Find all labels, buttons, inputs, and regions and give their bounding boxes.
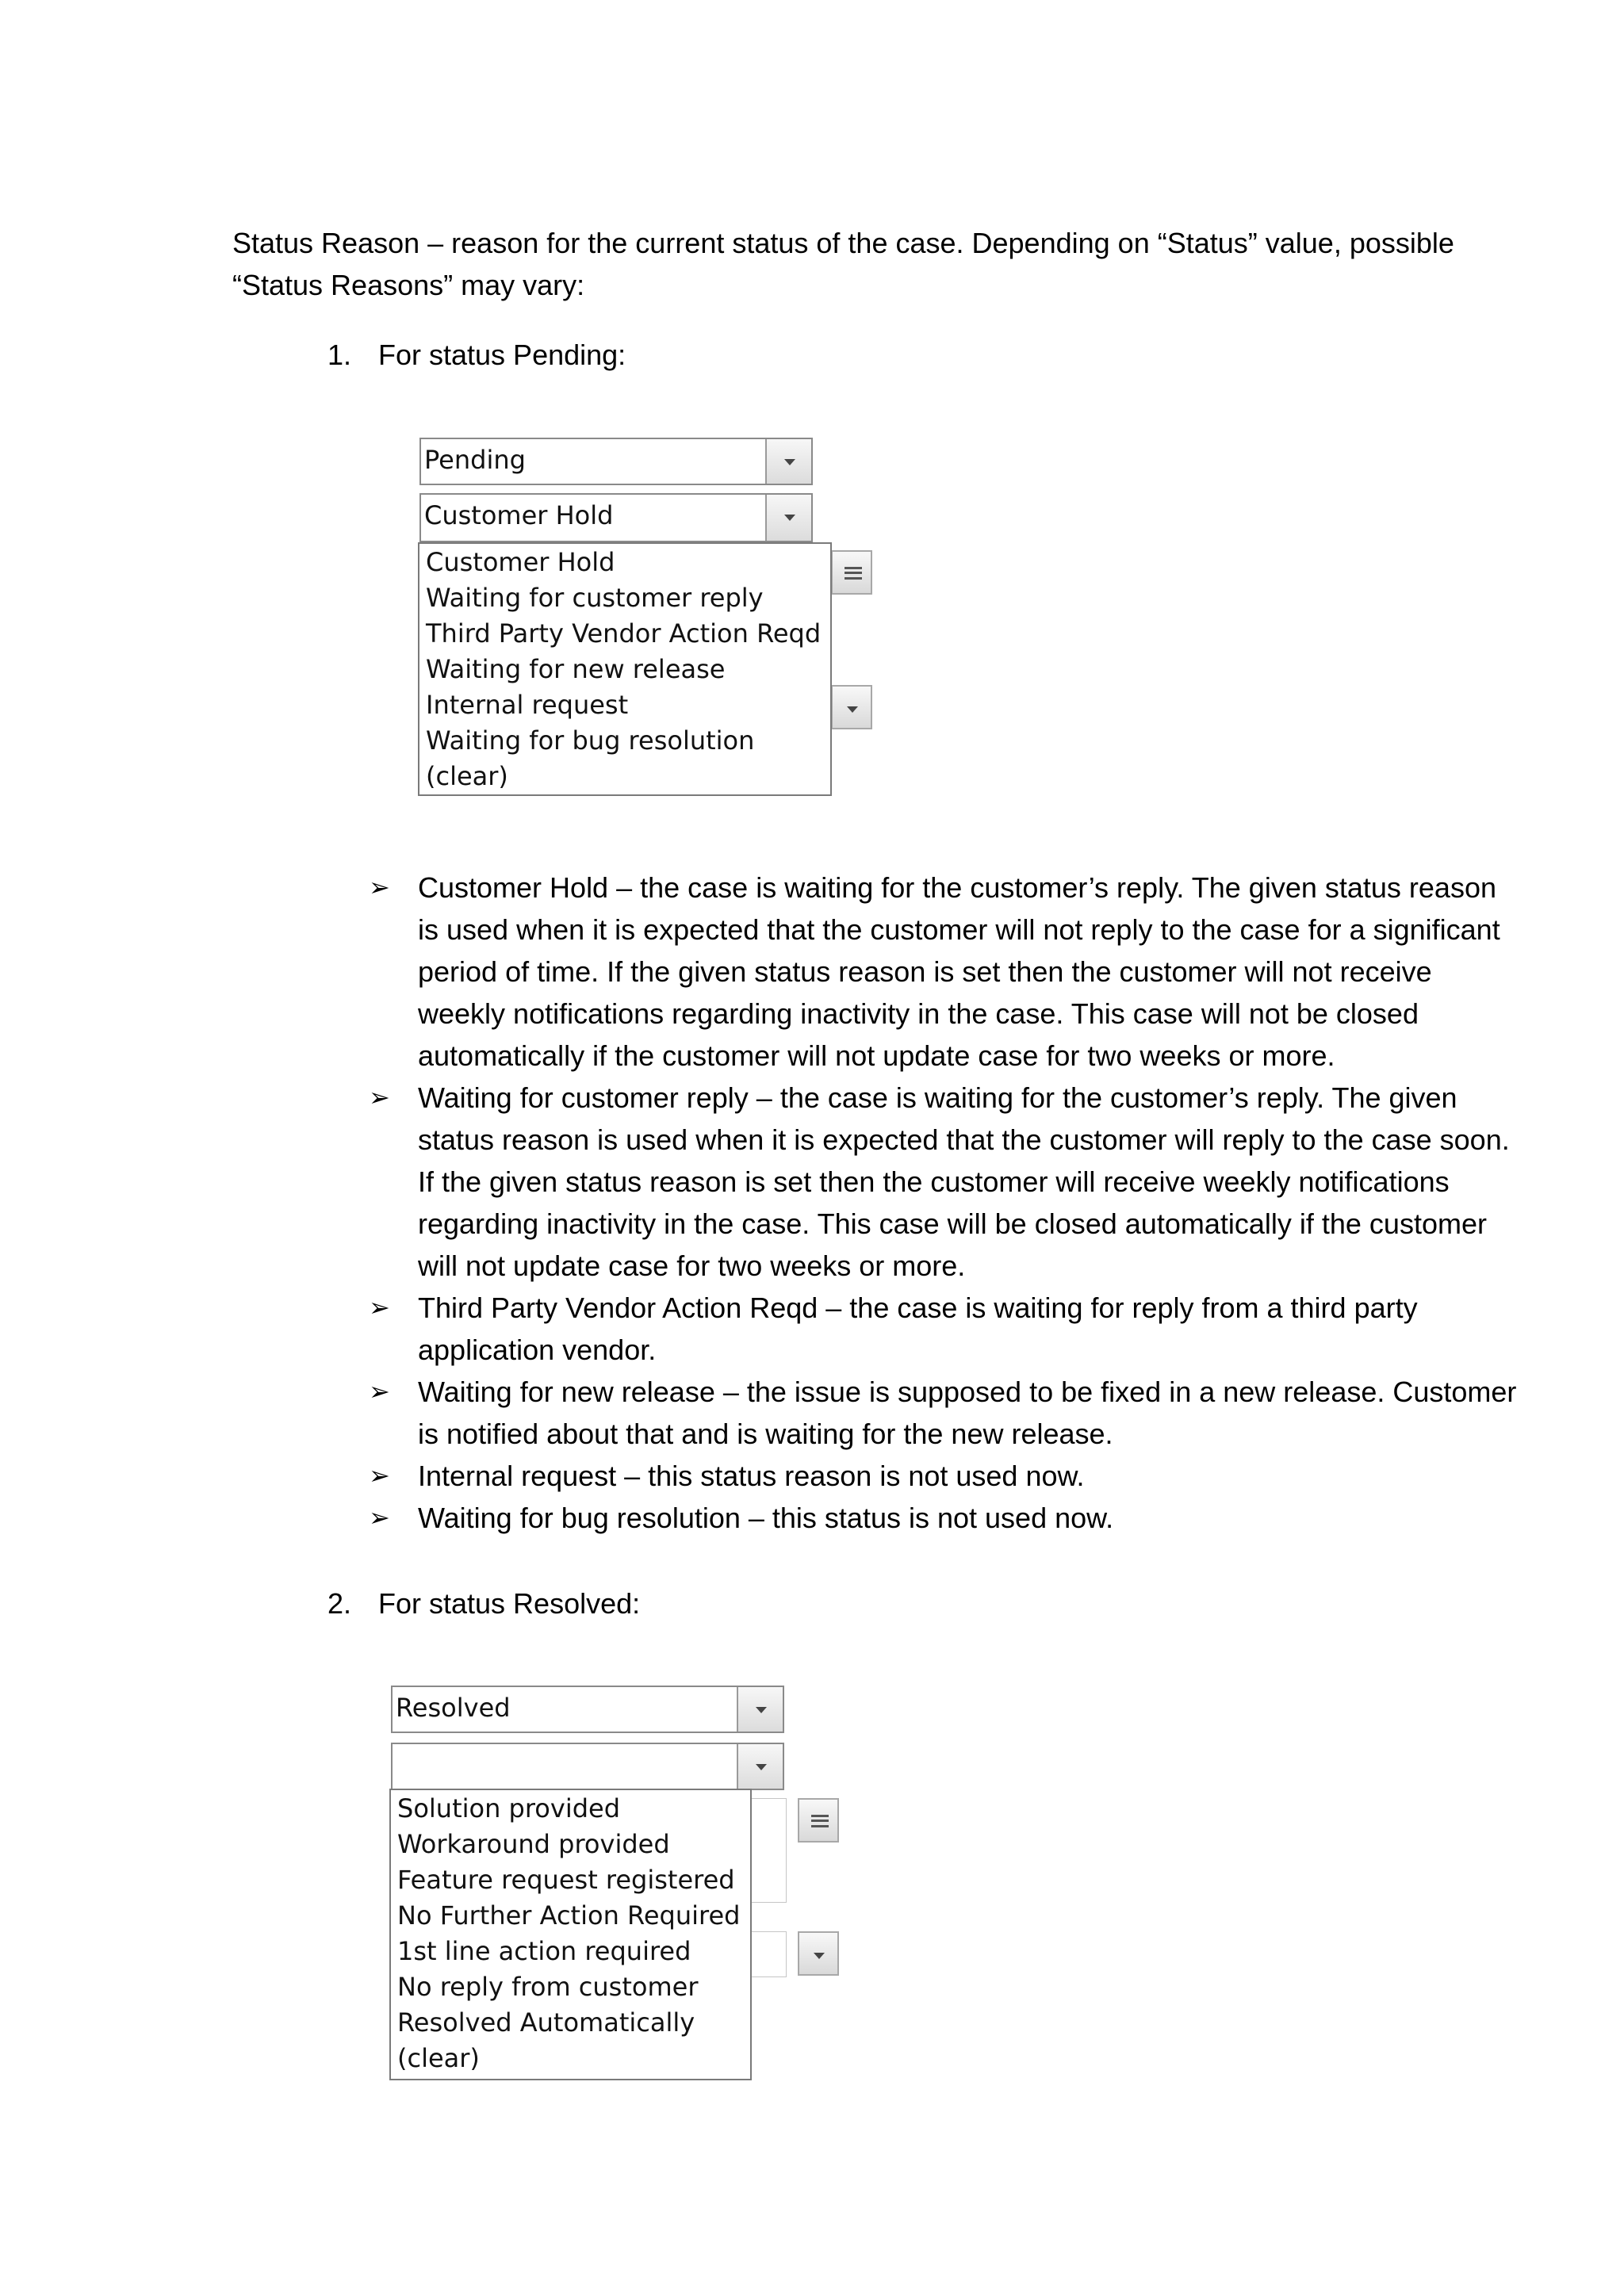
option-item[interactable]: Resolved Automatically [397, 2007, 695, 2038]
section-1-number: 1. [327, 339, 352, 371]
status-dropdown[interactable] [391, 1686, 784, 1733]
arrow-bullet-icon: ➢ [369, 1461, 390, 1490]
option-item[interactable]: 1st line action required [397, 1936, 691, 1966]
list-item-text: Waiting for bug resolution – this status is not used now. [418, 1502, 1114, 1534]
option-item[interactable]: Workaround provided [397, 1829, 670, 1859]
chevron-down-icon [756, 1707, 767, 1713]
list-item-text: Waiting for customer reply – the case is waiting for the customer’s reply. The given status reason is used when it is expected that the customer will reply to the case soon. If the given status reason is set then the customer will receive weekly notifications regarding inactivity in the case. This case will be closed automatically if the customer will not update case for two weeks or more. [418, 1081, 1510, 1282]
status-dropdown-button[interactable] [737, 1687, 783, 1732]
option-item[interactable]: Third Party Vendor Action Reqd [426, 618, 822, 649]
option-item[interactable]: No Further Action Required [397, 1900, 741, 1931]
option-item[interactable]: No reply from customer [397, 1972, 699, 2002]
option-item[interactable]: (clear) [426, 761, 508, 791]
chevron-down-icon [847, 706, 858, 713]
side-dropdown-button[interactable] [798, 1931, 839, 1976]
arrow-bullet-icon: ➢ [369, 873, 390, 901]
list-item [369, 1455, 1519, 1497]
option-item[interactable]: Waiting for customer reply [426, 583, 764, 613]
arrow-bullet-icon: ➢ [369, 1377, 390, 1406]
list-item-text: Third Party Vendor Action Reqd – the case is waiting for reply from a third party application vendor. [418, 1292, 1418, 1366]
list-item [369, 867, 1519, 1077]
notes-button[interactable] [798, 1798, 839, 1843]
list-item [369, 1371, 1519, 1455]
option-item[interactable]: Feature request registered [397, 1865, 735, 1895]
section-1-label: For status Pending: [378, 339, 626, 371]
status-dropdown-button[interactable] [765, 439, 811, 484]
arrow-bullet-icon: ➢ [369, 1083, 390, 1112]
list-item-text: Internal request – this status reason is not used now. [418, 1460, 1085, 1492]
side-dropdown-button[interactable] [831, 685, 872, 729]
chevron-down-icon [784, 515, 795, 521]
notes-button[interactable] [831, 550, 872, 595]
chevron-down-icon [814, 1953, 825, 1959]
status-reason-dropdown-button[interactable] [737, 1744, 783, 1789]
list-icon [811, 1815, 829, 1827]
status-reason-descriptions [369, 867, 1519, 1539]
list-item [369, 1497, 1519, 1539]
section-2-label: For status Resolved: [378, 1587, 641, 1620]
status-reason-dropdown[interactable] [419, 493, 813, 542]
arrow-bullet-icon: ➢ [369, 1293, 390, 1322]
status-dropdown-value: Pending [424, 445, 526, 475]
option-item[interactable]: Waiting for new release [426, 654, 726, 684]
status-reason-dropdown-button[interactable] [765, 495, 811, 541]
option-item[interactable]: Internal request [426, 690, 629, 720]
option-item[interactable]: Waiting for bug resolution [426, 725, 755, 756]
list-item-text: Waiting for new release – the issue is supposed to be fixed in a new release. Customer is notified about that and is waiting for the new release. [418, 1376, 1517, 1450]
chevron-down-icon [784, 459, 795, 465]
status-reason-options-list [418, 542, 832, 796]
section-2-number: 2. [327, 1587, 352, 1620]
status-reason-options-list [389, 1789, 752, 2080]
status-reason-dropdown-value: Customer Hold [424, 500, 614, 530]
arrow-bullet-icon: ➢ [369, 1503, 390, 1532]
option-item[interactable]: Solution provided [397, 1793, 621, 1823]
option-item[interactable]: Customer Hold [426, 547, 615, 577]
list-icon [845, 567, 862, 580]
status-dropdown[interactable] [419, 438, 813, 485]
list-item [369, 1287, 1519, 1371]
list-item [369, 1077, 1519, 1287]
list-item-text: Customer Hold – the case is waiting for the customer’s reply. The given status reason is used when it is expected that the customer will not reply to the case for a significant period of time. If the given status reason is set then the customer will not receive weekly notifications regarding inactivity in the case. This case will not be closed automatically if the customer will not update case for two weeks or more. [418, 871, 1500, 1072]
intro-paragraph: Status Reason – reason for the current status of the case. Depending on “Status” value, possible “Status Reasons” may vary: [232, 227, 1454, 301]
status-reason-dropdown[interactable] [391, 1743, 784, 1790]
option-item[interactable]: (clear) [397, 2043, 480, 2073]
status-dropdown-value: Resolved [396, 1693, 511, 1723]
chevron-down-icon [756, 1764, 767, 1770]
